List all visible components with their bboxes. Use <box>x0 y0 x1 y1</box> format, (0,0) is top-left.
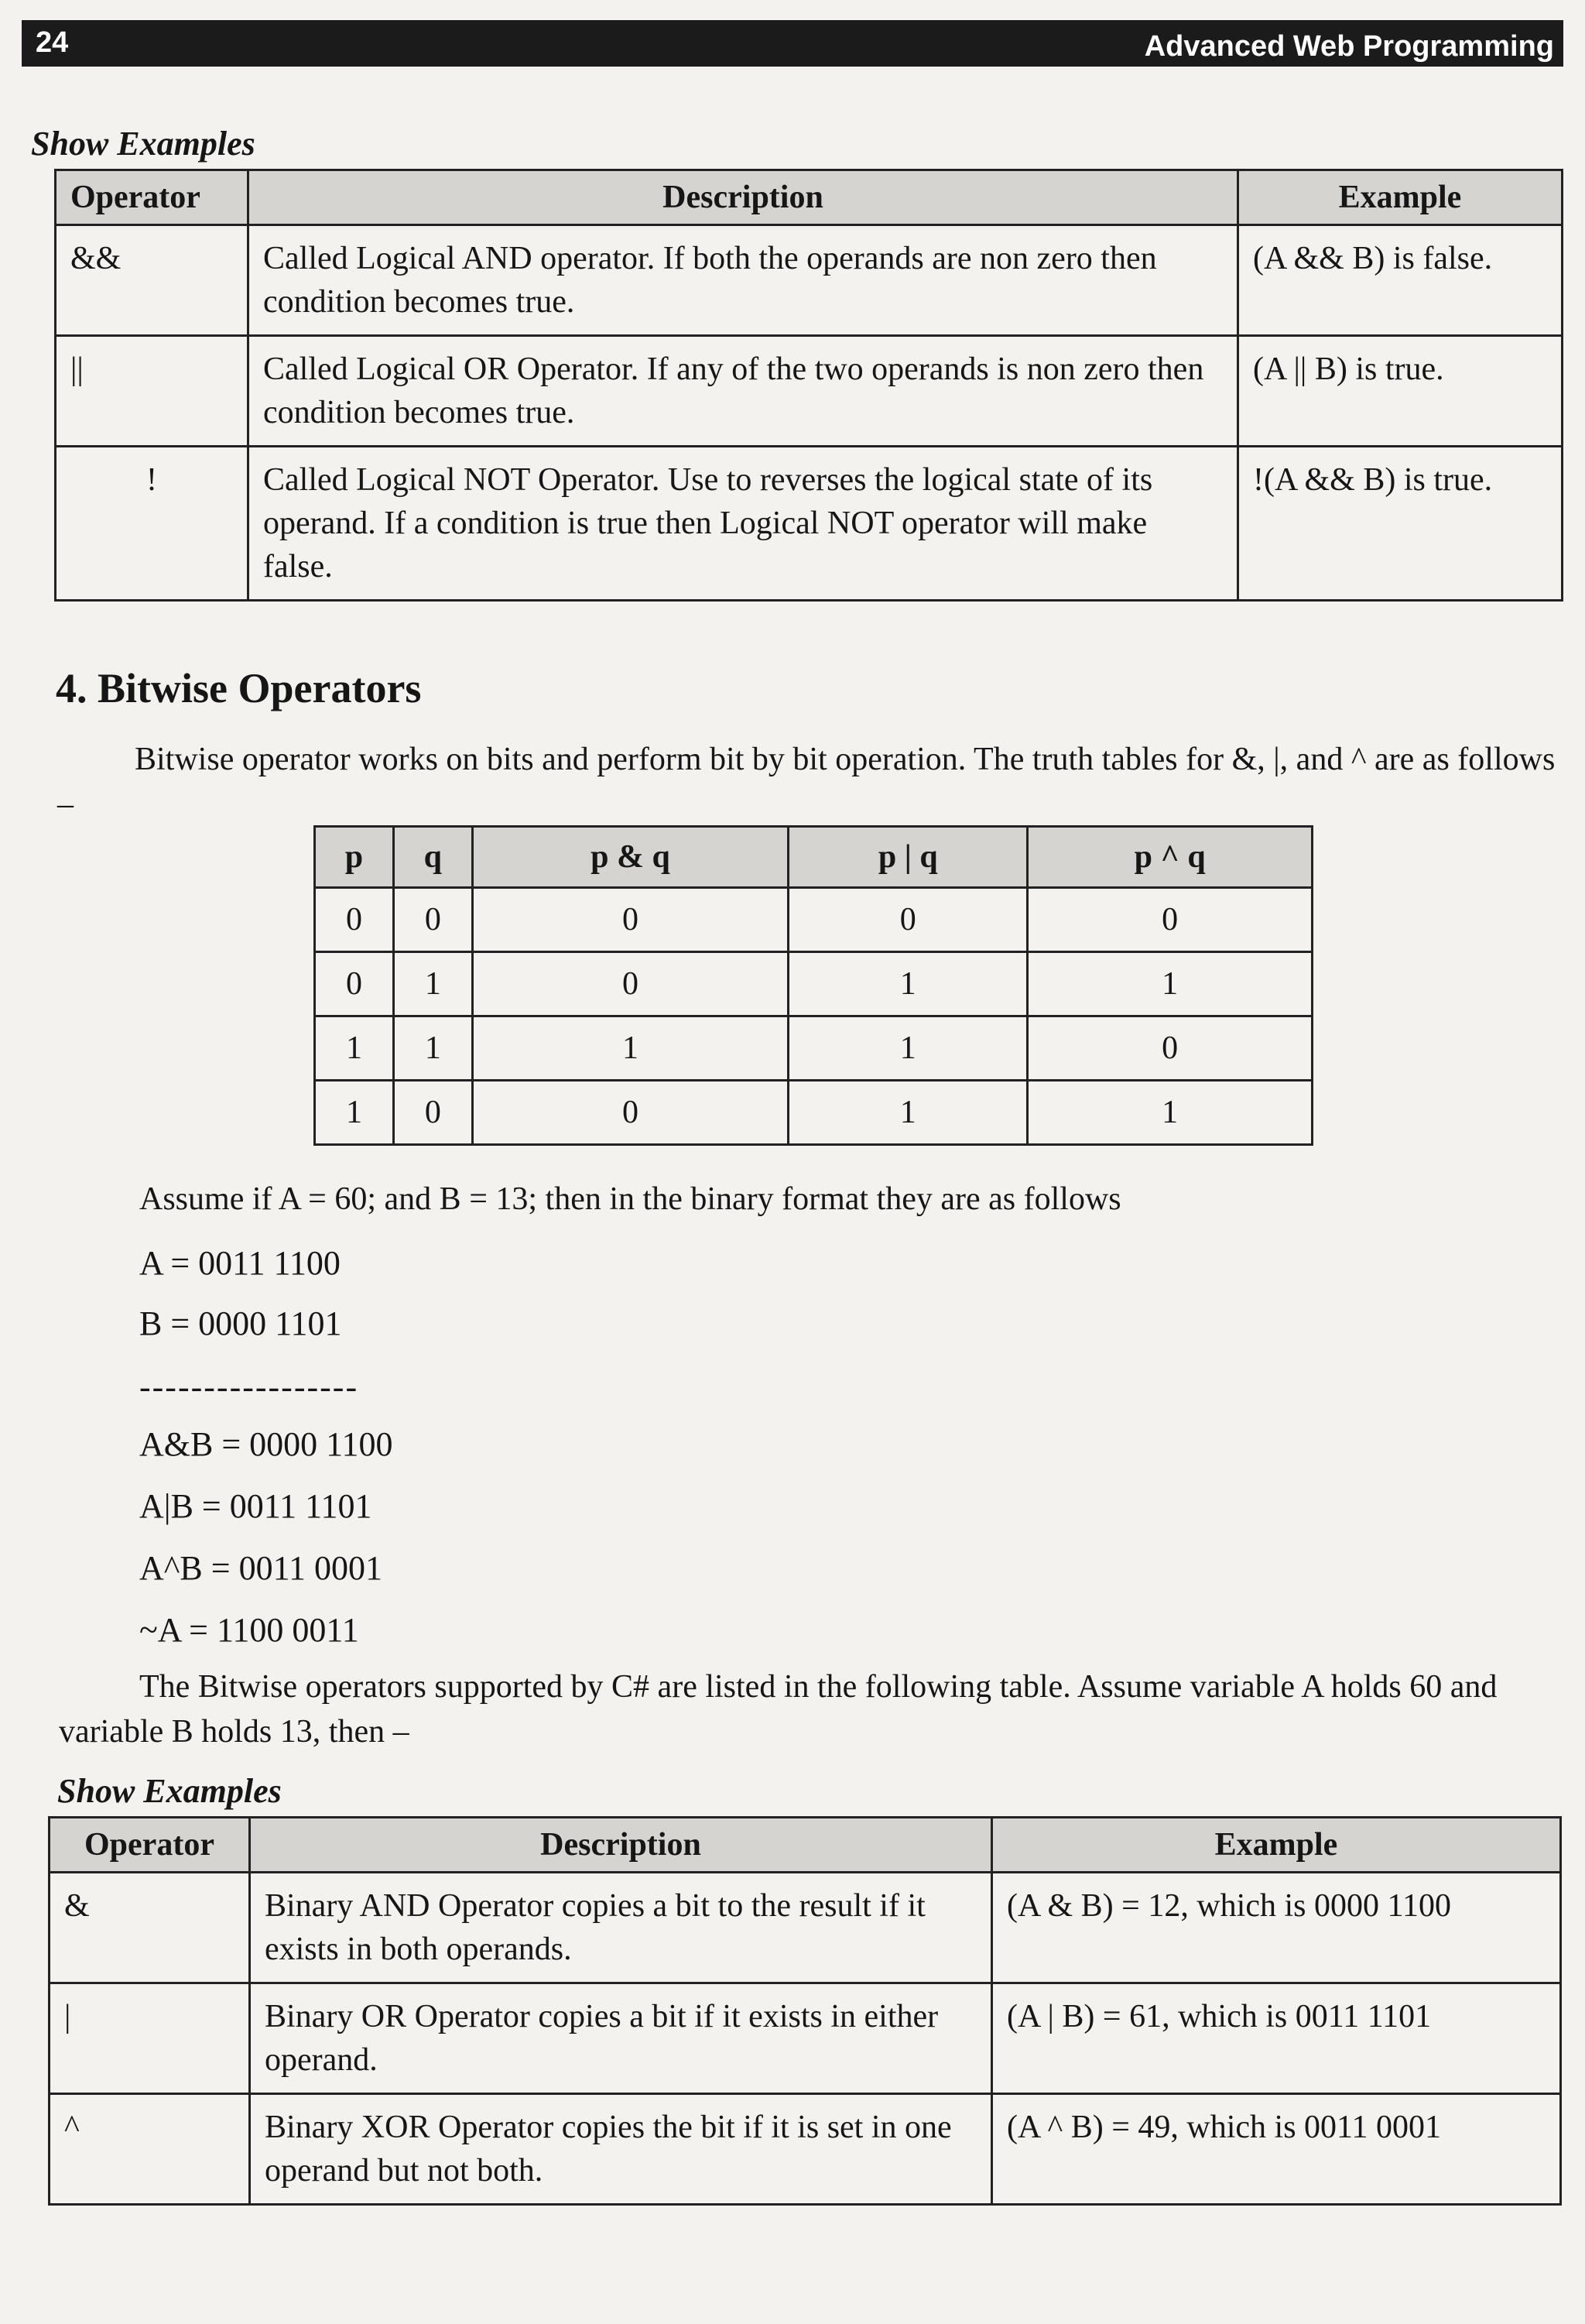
truth-table <box>313 825 1313 1146</box>
truth-cell: 0 <box>789 888 1028 952</box>
column-header-example: Example <box>992 1818 1561 1873</box>
table-row <box>56 447 1563 601</box>
truth-cell: 1 <box>315 1081 394 1145</box>
table-row <box>315 1081 1313 1145</box>
truth-table-header-row <box>315 827 1313 888</box>
description-cell: Called Logical NOT Operator. Use to reverses the logical state of its operand. If a condition is true then Logical NOT operator will make false. <box>248 447 1238 601</box>
example-cell: (A | B) = 61, which is 0011 1101 <box>992 1983 1561 2094</box>
truth-cell: 0 <box>472 888 789 952</box>
divider-line: ----------------- <box>139 1368 359 1406</box>
operator-cell: || <box>56 336 248 447</box>
truth-header-or: p | q <box>789 827 1028 888</box>
result-line-not: ~A = 1100 0011 <box>139 1611 359 1649</box>
section-title: 4. Bitwise Operators <box>56 665 422 711</box>
column-header-description: Description <box>250 1818 992 1873</box>
truth-cell: 0 <box>472 1081 789 1145</box>
example-cell: (A || B) is true. <box>1238 336 1563 447</box>
operator-cell: | <box>50 1983 250 2094</box>
description-cell: Called Logical AND operator. If both the operands are non zero then condition becomes true. <box>248 225 1238 336</box>
table-row <box>50 1983 1561 2094</box>
truth-cell: 1 <box>789 952 1028 1016</box>
column-header-example: Example <box>1238 170 1563 225</box>
table-row <box>50 1873 1561 1983</box>
truth-cell: 0 <box>1028 888 1313 952</box>
example-cell: (A & B) = 12, which is 0000 1100 <box>992 1873 1561 1983</box>
column-header-operator: Operator <box>56 170 248 225</box>
assume-text: Assume if A = 60; and B = 13; then in the binary format they are as follows <box>139 1181 1121 1217</box>
binary-line-a: A = 0011 1100 <box>139 1244 341 1282</box>
description-cell: Binary XOR Operator copies the bit if it is set in one operand but not both. <box>250 2094 992 2205</box>
bitwise-operators-table <box>48 1816 1562 2206</box>
supported-paragraph: The Bitwise operators supported by C# are listed in the following table. Assume variable A holds 60 and variable B holds 13, then – <box>59 1669 1498 1750</box>
truth-header-xor: p ^ q <box>1028 827 1313 888</box>
table-row <box>56 225 1563 336</box>
truth-header-p: p <box>315 827 394 888</box>
binary-line-b: B = 0000 1101 <box>139 1304 342 1342</box>
description-cell: Binary OR Operator copies a bit if it exists in either operand. <box>250 1983 992 2094</box>
operator-cell: & <box>50 1873 250 1983</box>
description-cell: Called Logical OR Operator. If any of the two operands is non zero then condition becomes true. <box>248 336 1238 447</box>
truth-cell: 0 <box>315 888 394 952</box>
column-header-operator: Operator <box>50 1818 250 1873</box>
table-row <box>315 888 1313 952</box>
truth-cell: 0 <box>1028 1016 1313 1081</box>
result-line-and: A&B = 0000 1100 <box>139 1425 393 1463</box>
running-head: Advanced Web Programming <box>1144 30 1554 63</box>
truth-cell: 1 <box>1028 1081 1313 1145</box>
page-number: 24 <box>36 26 69 59</box>
table-row <box>56 336 1563 447</box>
table-header-row <box>50 1818 1561 1873</box>
truth-cell: 1 <box>1028 952 1313 1016</box>
show-examples-label: Show Examples <box>31 125 255 163</box>
truth-header-and: p & q <box>472 827 789 888</box>
column-header-description: Description <box>248 170 1238 225</box>
truth-cell: 0 <box>393 1081 472 1145</box>
description-cell: Binary AND Operator copies a bit to the result if it exists in both operands. <box>250 1873 992 1983</box>
truth-cell: 1 <box>315 1016 394 1081</box>
truth-cell: 1 <box>789 1081 1028 1145</box>
example-cell: (A && B) is false. <box>1238 225 1563 336</box>
result-line-or: A|B = 0011 1101 <box>139 1487 372 1525</box>
table-row <box>315 952 1313 1016</box>
logical-operators-table <box>54 169 1563 602</box>
intro-paragraph: Bitwise operator works on bits and perform bit by bit operation. The truth tables for &, |, and ^ are as follows – <box>57 742 1556 822</box>
truth-cell: 0 <box>393 888 472 952</box>
truth-cell: 0 <box>472 952 789 1016</box>
operator-cell: && <box>56 225 248 336</box>
table-row <box>315 1016 1313 1081</box>
table-row <box>50 2094 1561 2205</box>
operator-cell: ^ <box>50 2094 250 2205</box>
truth-header-q: q <box>393 827 472 888</box>
result-line-xor: A^B = 0011 0001 <box>139 1549 382 1587</box>
page-header <box>22 20 1563 67</box>
truth-cell: 1 <box>789 1016 1028 1081</box>
table-header-row <box>56 170 1563 225</box>
truth-cell: 1 <box>393 952 472 1016</box>
truth-cell: 1 <box>472 1016 789 1081</box>
truth-cell: 1 <box>393 1016 472 1081</box>
example-cell: !(A && B) is true. <box>1238 447 1563 601</box>
truth-cell: 0 <box>315 952 394 1016</box>
operator-cell: ! <box>56 447 248 601</box>
show-examples-label: Show Examples <box>57 1772 282 1810</box>
example-cell: (A ^ B) = 49, which is 0011 0001 <box>992 2094 1561 2205</box>
